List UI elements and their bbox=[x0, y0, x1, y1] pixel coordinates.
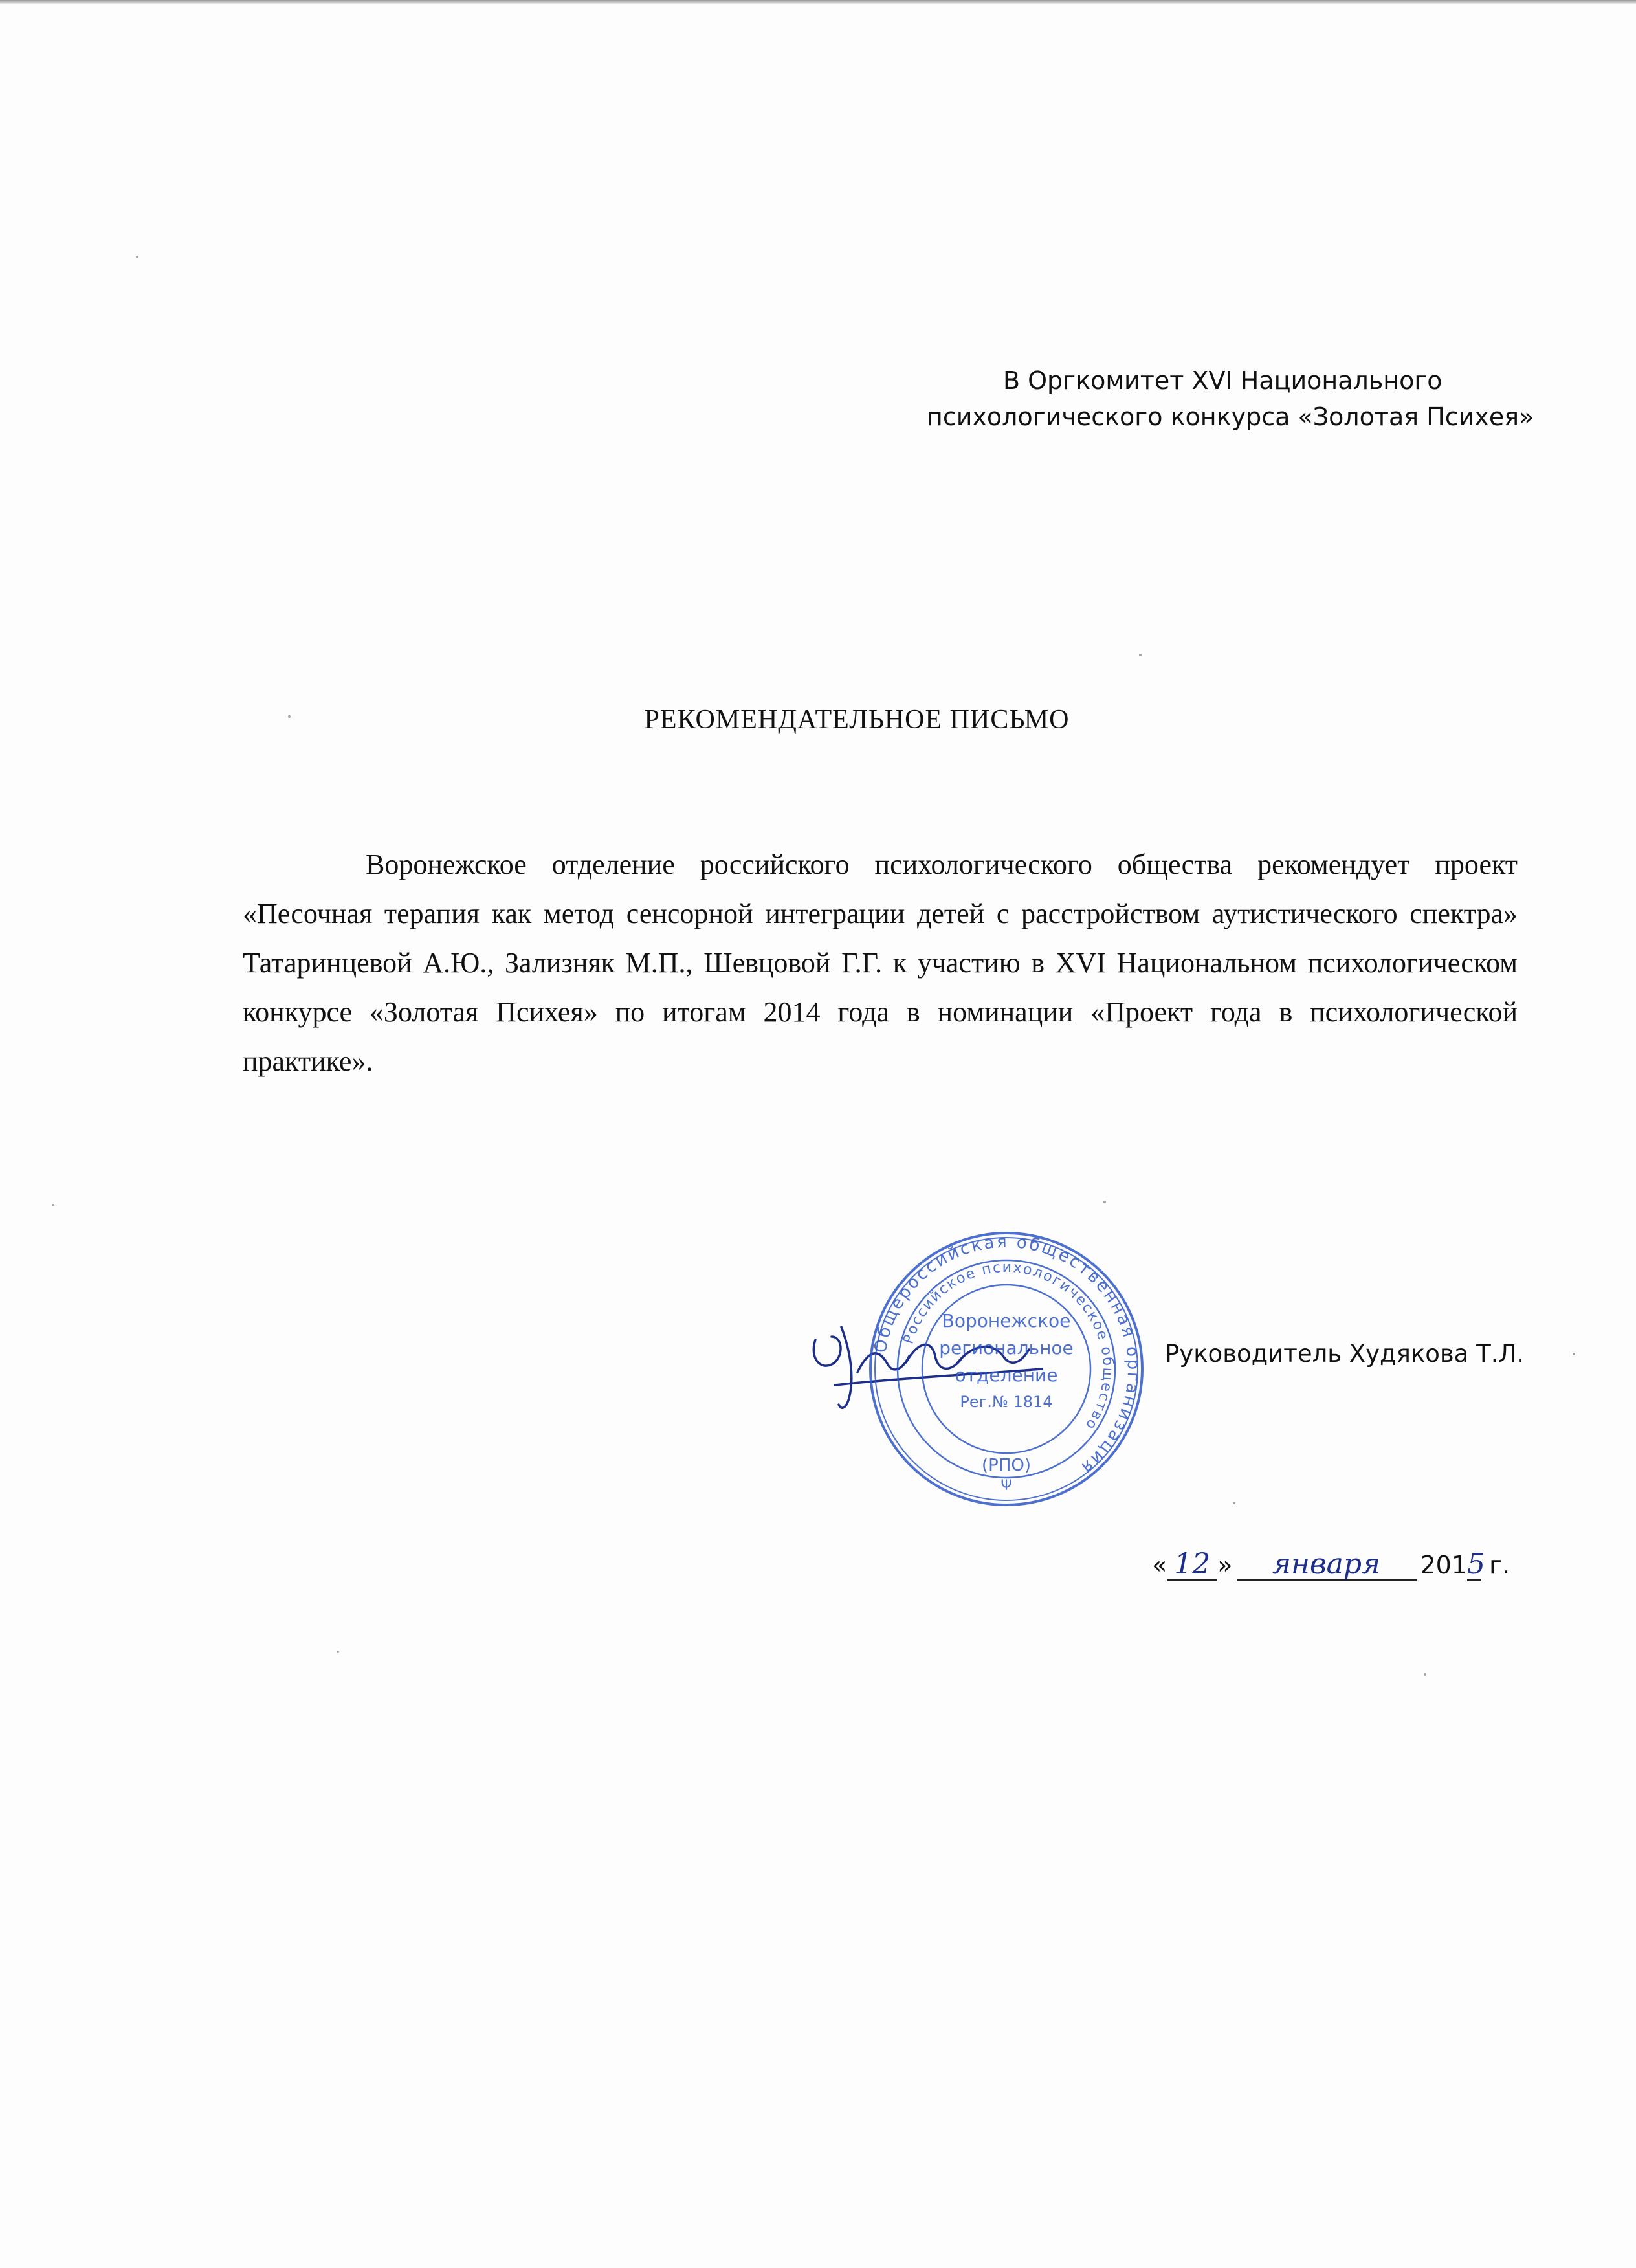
addressee-line-2: психологического конкурса «Золотая Психея» bbox=[927, 403, 1534, 431]
seal-outer-text: Общероссийская общественная организация bbox=[870, 1232, 1144, 1478]
scan-speck bbox=[1139, 654, 1142, 656]
scan-speck bbox=[1103, 1201, 1106, 1203]
seal-center-line-1: Воронежское bbox=[942, 1310, 1071, 1331]
scan-speck bbox=[52, 1204, 54, 1206]
date-line bbox=[1152, 1550, 1510, 1581]
date-day: 12 bbox=[1167, 1550, 1217, 1581]
letter-body: Воронежское отделение российского психологического общества рекомендует проект «Песочная терапия как метод сенсорной интеграции детей с расстройством аутистического спектра» Татаринцевой А.Ю., Зализняк М.П., Шевцовой Г.Г. к участию в XVI Национальном психологическом конкурсе «Золотая Психея» по итогам 2014 года в номинации «Проект года в психологической практике». bbox=[243, 849, 1518, 1077]
date-open-quote: « bbox=[1152, 1551, 1167, 1579]
seal-psi-symbol: Ψ bbox=[1000, 1478, 1012, 1494]
scan-speck bbox=[1233, 1502, 1235, 1504]
date-month: января bbox=[1237, 1550, 1417, 1581]
scan-edge bbox=[0, 0, 1636, 4]
date-close-quote: » bbox=[1217, 1551, 1233, 1579]
seal-center-line-4: Рег.№ 1814 bbox=[960, 1393, 1053, 1411]
seal-center-line-3: отделение bbox=[955, 1364, 1058, 1386]
scan-speck bbox=[136, 256, 138, 258]
seal-center-line-2: региональное bbox=[939, 1337, 1074, 1359]
letter-title: РЕКОМЕНДАТЕЛЬНОЕ ПИСЬМО bbox=[644, 705, 1070, 735]
official-seal bbox=[867, 1230, 1145, 1508]
seal-mid-text: Российское психологическое общество bbox=[900, 1259, 1116, 1434]
date-year-suffix: г. bbox=[1489, 1551, 1510, 1579]
date-year-digit: 5 bbox=[1467, 1548, 1486, 1581]
addressee-line-1: В Оргкомитет XVI Национального bbox=[1003, 366, 1443, 395]
scan-speck bbox=[1573, 1353, 1575, 1355]
date-year-prefix: 201 bbox=[1420, 1551, 1468, 1579]
addressee-block bbox=[841, 362, 1586, 435]
scan-speck bbox=[1424, 1673, 1426, 1676]
scan-speck bbox=[337, 1651, 339, 1653]
signer-line: Руководитель Худякова Т.Л. bbox=[1165, 1340, 1525, 1368]
seal-abbreviation: (РПО) bbox=[982, 1456, 1031, 1475]
